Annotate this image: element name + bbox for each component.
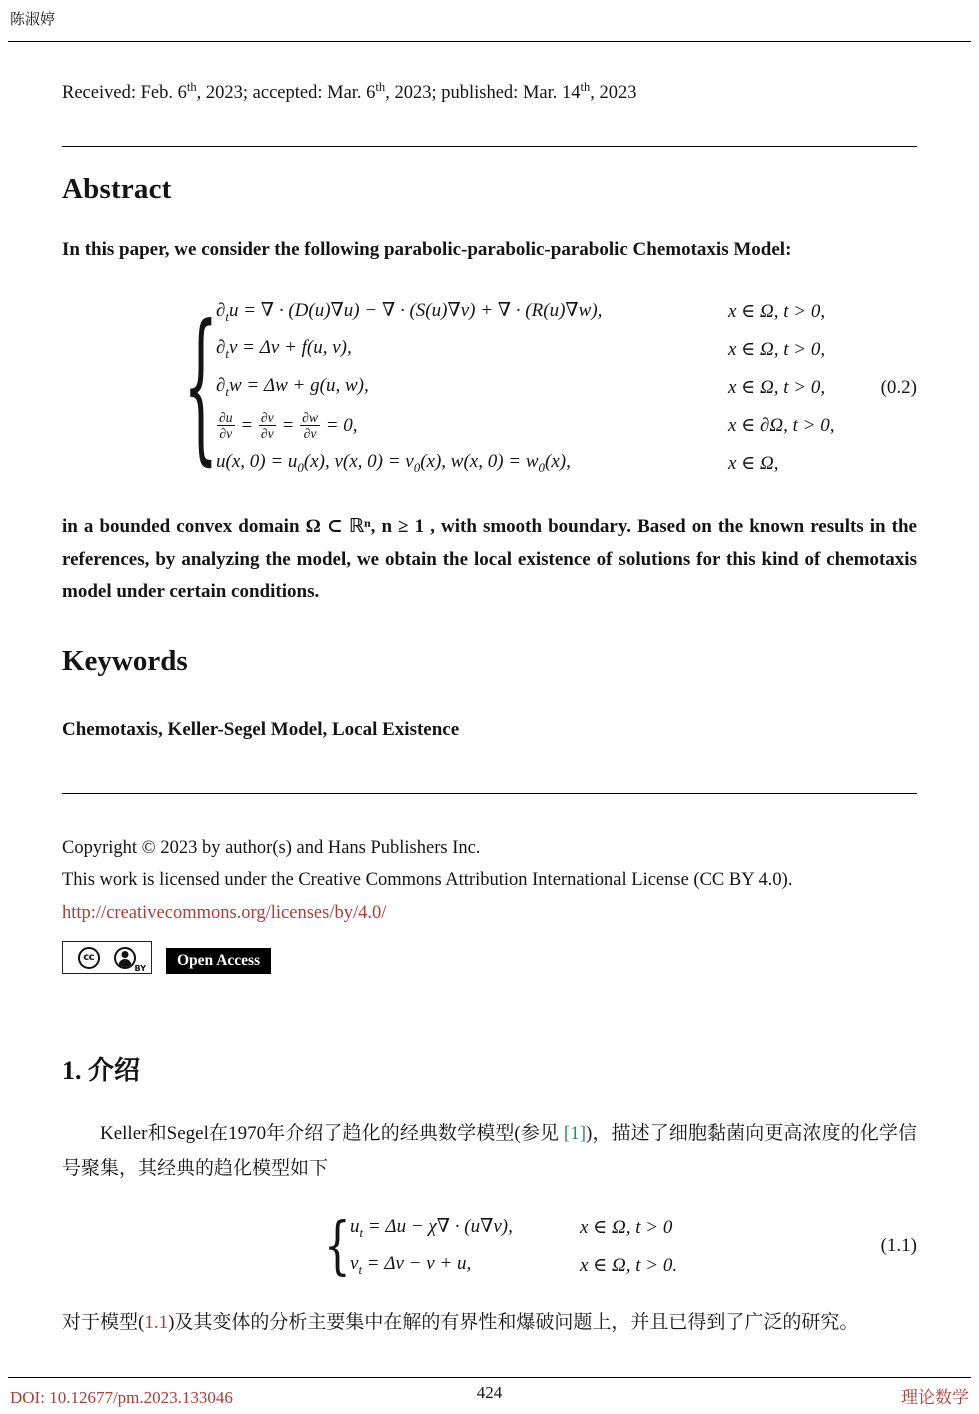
dates-rule — [62, 146, 917, 147]
equation-condition: x ∈ Ω, t > 0. — [580, 1254, 678, 1276]
running-author-name: 陈淑婷 — [10, 12, 56, 28]
equation-lines — [216, 293, 834, 483]
equation-line — [350, 1246, 677, 1284]
equation-condition: x ∈ Ω, t > 0, — [728, 301, 826, 323]
left-brace-icon: { — [324, 1208, 351, 1283]
equation-line — [216, 369, 834, 407]
equation-number: (1.1) — [880, 1235, 917, 1257]
abstract-intro-paragraph: In this paper, we consider the following parabolic-parabolic-parabolic Chemotaxis Model: — [62, 239, 792, 261]
equation-line — [216, 407, 834, 445]
paragraph-text: 对于模型( — [62, 1312, 145, 1334]
equation-block-0-2 — [62, 293, 917, 483]
keywords-rule — [62, 793, 917, 794]
equation-lines — [350, 1208, 677, 1284]
cc-by-badge[interactable] — [62, 941, 152, 974]
license-link-line — [62, 897, 917, 930]
footer-row — [8, 1383, 971, 1408]
license-url-link[interactable]: http://creativecommons.org/licenses/by/4.0/ — [62, 903, 387, 924]
equation-1-1-reference-link[interactable]: 1.1 — [144, 1312, 169, 1334]
equation-condition: x ∈ Ω, — [728, 453, 779, 475]
cc-icon: cc — [78, 947, 100, 969]
left-brace-icon: { — [183, 293, 219, 483]
equation-lhs: $u_t = \Delta u - \chi\nabla \cdot (u\nabla v)$, — [350, 1215, 513, 1240]
paragraph-text: Keller和Segel在1970年介绍了趋化的经典数学模型(参见 — [100, 1123, 564, 1145]
open-access-badge: Open Access — [166, 948, 271, 974]
copyright-line-2: This work is licensed under the Creative Commons Attribution International License (CC BY 4.0). — [62, 870, 793, 891]
equation-condition: x ∈ Ω, t > 0 — [580, 1216, 673, 1238]
person-icon — [114, 947, 136, 969]
equation-lhs: $\frac{\partial u}{\partial\nu}$ = $\frac{\partial v}{\partial\nu}$ = $\frac{\partial w}{\partial\nu}$ = 0, — [219, 409, 358, 442]
header-rule — [8, 41, 971, 42]
license-badges — [62, 940, 917, 974]
paragraph-text: )，描述了细胞黏菌向更高浓度的化学信号聚集，其经典的趋化模型如下 — [62, 1123, 917, 1179]
equation-lhs: $\partial_tv = \Delta v + f(u$, v), — [216, 337, 352, 362]
equation-system — [184, 293, 917, 483]
equation-lhs: $\partial_tw = \Delta w + g(u$, w), — [216, 375, 369, 400]
journal-name: 理论数学 — [901, 1388, 969, 1407]
keywords-text: Chemotaxis, Keller-Segel Model, Local Existence — [62, 718, 460, 740]
intro-paragraph-1 — [62, 1117, 917, 1186]
page-footer — [0, 1377, 979, 1414]
equation-line — [216, 331, 834, 369]
keywords-heading: Keywords — [62, 644, 188, 677]
page-content — [0, 80, 979, 1341]
page-number: 424 — [476, 1383, 503, 1402]
section-1-heading: 1. 介绍 — [62, 1056, 141, 1086]
intro-paragraph-2 — [62, 1306, 917, 1341]
equation-number: (0.2) — [880, 376, 917, 398]
equation-lhs: $\partial_tu$ = ∇ · (D(u)∇u) − ∇ · (S(u)∇v) + ∇ · (R(u)∇w), — [216, 299, 603, 324]
equation-condition: x ∈ Ω, t > 0, — [728, 339, 826, 361]
cc-by-label: BY — [134, 964, 146, 974]
equation-line — [350, 1208, 677, 1246]
paragraph-text: )及其变体的分析主要集中在解的有界性和爆破问题上，并且已得到了广泛的研究。 — [168, 1312, 859, 1334]
equation-lhs: u(x, $0) = u_0(x)$, v(x, $0) = v_0(x)$, w(x, $0) = w_0(x)$, — [216, 451, 571, 476]
equation-line — [216, 293, 834, 331]
equation-condition: x ∈ ∂Ω, t > 0, — [728, 415, 835, 437]
abstract-heading: Abstract — [62, 173, 172, 206]
abstract-outro-paragraph: in a bounded convex domain Ω ⊂ ℝⁿ, n ≥ 1 , with smooth boundary. Based on the known results in the references, by analyzing the model, we obtain the local existence of solutions for this kind of chemotaxis model under certain conditions. — [62, 515, 917, 603]
dates-line: Received: Feb. 6th, 2023; accepted: Mar. 6th, 2023; published: Mar. 14th, 2023 — [62, 80, 637, 104]
equation-block-1-1 — [62, 1208, 917, 1284]
equation-lhs: $v_t = \Delta v - v + u$, — [350, 1253, 472, 1277]
equation-condition: x ∈ Ω, t > 0, — [728, 377, 826, 399]
equation-line — [216, 445, 834, 483]
running-header — [0, 0, 979, 42]
footer-rule — [8, 1377, 971, 1378]
copyright-line-1: Copyright © 2023 by author(s) and Hans Publishers Inc. — [62, 837, 481, 858]
equation-system — [324, 1208, 917, 1284]
doi-link[interactable]: DOI: 10.12677/pm.2023.133046 — [10, 1388, 233, 1407]
citation-1-link[interactable]: [1] — [563, 1123, 587, 1145]
